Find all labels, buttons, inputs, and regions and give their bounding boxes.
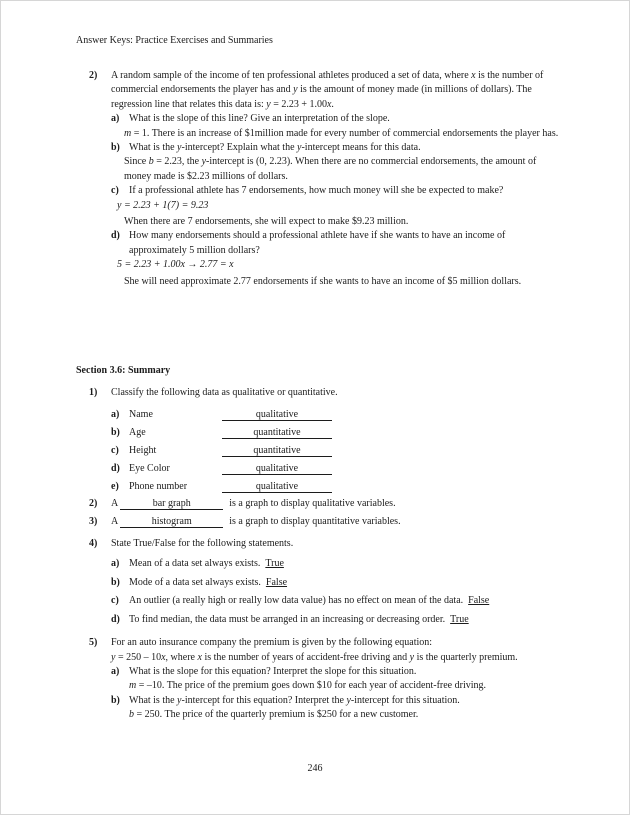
statement-text: An outlier (a really high or really low data value) has no effect on mean of the data. (129, 595, 464, 607)
statement-text: Mean of a data set always exists. (129, 558, 261, 570)
part-answer: When there are 7 endorsements, she will expect to make $9.23 million. (124, 216, 409, 228)
part-c (111, 184, 559, 229)
part-question-row (111, 229, 559, 258)
fill-in-question (111, 515, 559, 529)
question-number: 3) (89, 516, 98, 528)
classify-item (111, 478, 559, 496)
part-question: What is the y-intercept for this equation? Interpret the y-intercept for this situation. (129, 694, 460, 706)
part-question-row (111, 141, 559, 155)
part-question: What is the y-intercept? Explain what the y-intercept means for this data. (129, 142, 421, 154)
true-false-item (111, 555, 559, 574)
part-question: What is the slope of this line? Give an interpretation of the slope. (129, 113, 390, 125)
part-a (111, 112, 559, 141)
item-label: Age (129, 426, 146, 438)
classify-items (111, 406, 559, 496)
question-number: 5) (89, 637, 98, 649)
part-answer: She will need approximate 2.77 endorsements if she wants to have an income of $5 million dollars. (124, 275, 522, 287)
problem-2 (76, 69, 559, 289)
part-question: What is the slope for this equation? Interpret the slope for this situation. (129, 665, 417, 677)
part-letter: c) (111, 185, 119, 197)
part-question: How many endorsements should a professional athlete have if she wants to have an income of approximately 5 million dollars? (129, 230, 506, 256)
tf-answer: False (265, 576, 288, 588)
problem-number: 2) (89, 70, 98, 81)
question-text: State True/False for the following statements. (111, 537, 294, 549)
part-letter: b) (111, 142, 120, 154)
item-letter: a) (111, 408, 120, 420)
true-false-item (111, 611, 559, 630)
question-4 (76, 537, 559, 629)
statement-text: Mode of a data set always exists. (129, 576, 261, 588)
classify-item (111, 460, 559, 478)
answer-blank (120, 498, 223, 510)
answer-blank (222, 427, 332, 439)
fill-in-question (111, 497, 559, 511)
equation-line: y = 250 – 10x, where x is the number of years of accident-free driving and y is the quarterly premium. (111, 651, 518, 663)
part-letter: d) (111, 230, 120, 242)
page-number: 246 (307, 763, 323, 774)
part-answer: Since b = 2.23, the y-intercept is (0, 2.23). When there are no commercial endorsements, the amount of money made is $2.23 millions of dollars. (124, 156, 537, 182)
answer-blank (222, 445, 332, 457)
answer-text: bar graph (152, 497, 191, 509)
item-letter: b) (111, 576, 120, 588)
part-question-row (111, 694, 559, 708)
statement-text: To find median, the data must be arranged in an increasing or decreasing order. (129, 613, 446, 625)
answer-text: histogram (151, 516, 192, 528)
answer-text: quantitative (253, 426, 301, 438)
classify-item (111, 406, 559, 424)
question-number: 2) (89, 497, 98, 509)
part-question-row (111, 665, 559, 679)
classify-item (111, 442, 559, 460)
answer-blank (120, 516, 223, 528)
fill-suffix: is a graph to display quantitative variables. (229, 516, 401, 528)
answer-blank (222, 463, 332, 475)
question-3 (76, 515, 559, 529)
part-question: If a professional athlete has 7 endorsements, how much money will she be expected to make? (129, 185, 504, 197)
section-heading: Section 3.6: Summary (76, 365, 171, 377)
item-label: Name (129, 408, 153, 420)
fill-prefix: A (111, 497, 119, 509)
part-equation: 5 = 2.23 + 1.00x → 2.77 = x (117, 259, 234, 271)
classify-item (111, 424, 559, 442)
question-number: 1) (89, 386, 98, 398)
item-letter: b) (111, 426, 120, 438)
item-label: Phone number (129, 480, 188, 492)
item-letter: a) (111, 558, 120, 570)
answer-text: quantitative (253, 444, 301, 456)
question-body (111, 537, 559, 629)
item-label: Eye Color (129, 462, 170, 474)
item-letter: e) (111, 480, 119, 492)
answer-text: qualitative (255, 408, 299, 420)
question-body (111, 386, 559, 496)
part-b (111, 694, 559, 723)
page-content (76, 69, 559, 723)
tf-answer: True (450, 613, 469, 625)
answer-text: qualitative (255, 462, 299, 474)
question-text: Classify the following data as qualitative or quantitative. (111, 386, 338, 398)
part-b (111, 141, 559, 184)
part-a (111, 665, 559, 694)
tf-answer: True (265, 558, 284, 570)
part-d (111, 229, 559, 289)
question-body (111, 636, 559, 722)
true-false-items (111, 555, 559, 629)
item-letter: c) (111, 595, 119, 607)
problem-intro: A random sample of the income of ten professional athletes produced a set of data, where x is the number of commercial endorsements the player has and y is the amount of money made (in millions of dollars). The regression line that relates this data is: y = 2.23 + 1.00x. (111, 70, 544, 110)
answer-blank (222, 409, 332, 421)
fill-prefix: A (111, 516, 119, 528)
item-letter: d) (111, 613, 120, 625)
part-equation: y = 2.23 + 1(7) = 9.23 (117, 199, 209, 211)
question-1 (76, 386, 559, 496)
true-false-item (111, 574, 559, 593)
answer-text: qualitative (255, 480, 299, 492)
part-answer: b = 250. The price of the quarterly premium is $250 for a new customer. (129, 709, 419, 721)
part-letter: a) (111, 665, 120, 677)
question-text: For an auto insurance company the premium is given by the following equation: (111, 637, 433, 649)
fill-suffix: is a graph to display qualitative variables. (229, 497, 396, 509)
question-5 (76, 636, 559, 722)
header-title: Answer Keys: Practice Exercises and Summaries (76, 35, 273, 46)
problem-body (111, 69, 559, 289)
item-letter: d) (111, 462, 120, 474)
question-2 (76, 497, 559, 511)
part-letter: b) (111, 694, 120, 706)
answer-blank (222, 481, 332, 493)
part-letter: a) (111, 113, 120, 125)
part-answer: m = –10. The price of the premium goes down $10 for each year of accident-free driving. (129, 680, 487, 692)
true-false-item (111, 592, 559, 611)
part-question-row (111, 184, 559, 198)
part-answer: m = 1. There is an increase of $1million made for every number of commercial endorsements the player has. (124, 127, 559, 139)
item-label: Height (129, 444, 157, 456)
item-letter: c) (111, 444, 119, 456)
tf-answer: False (468, 595, 490, 607)
question-number: 4) (89, 537, 98, 549)
part-question-row (111, 112, 559, 126)
